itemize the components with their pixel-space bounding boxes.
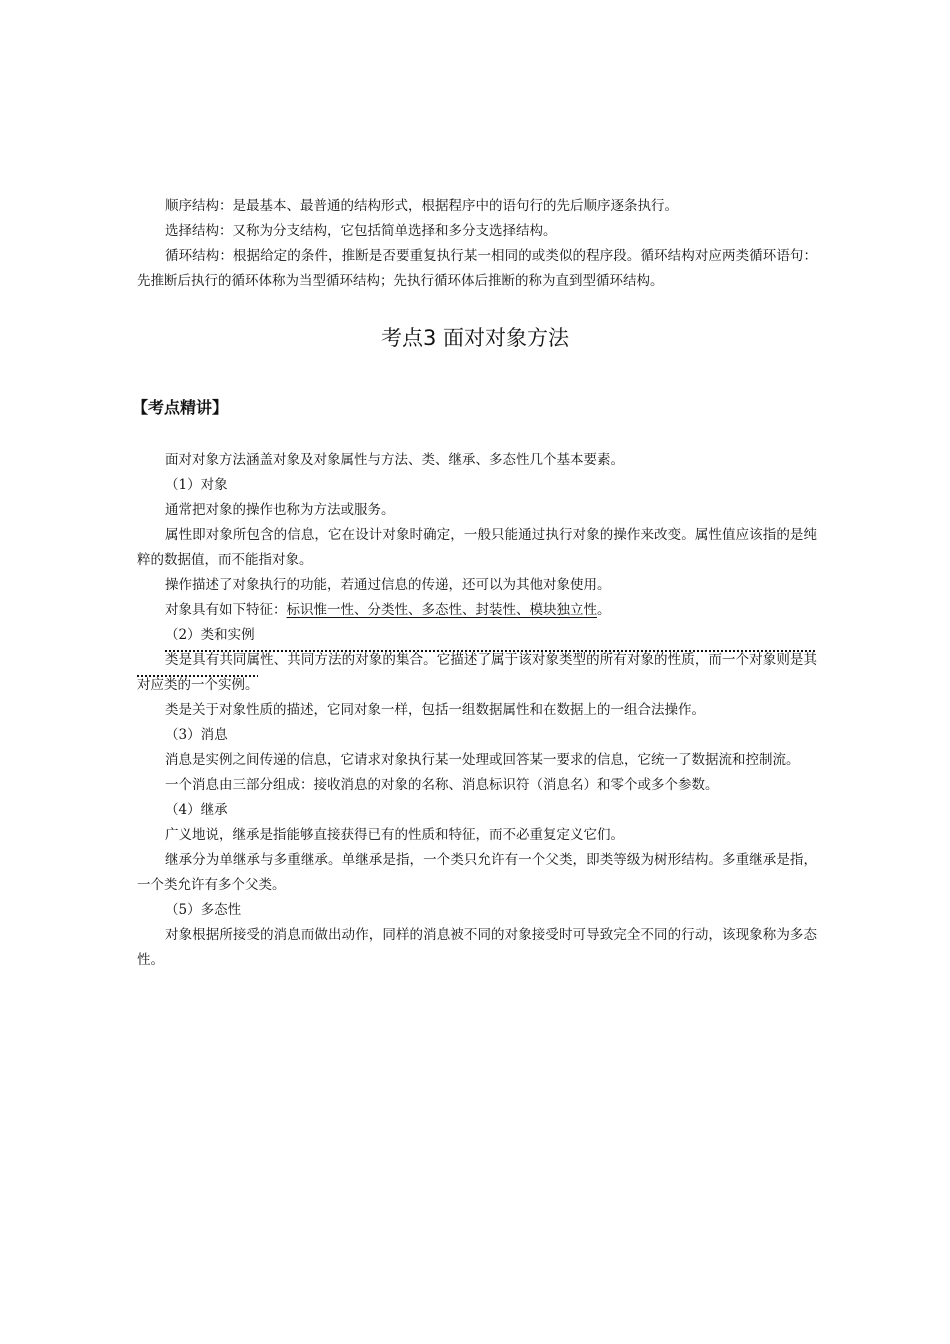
key-points-label: 【考点精讲】 xyxy=(132,398,229,417)
attribute-paragraph: 属性即对象所包含的信息，它在设计对象时确定，一般只能通过执行对象的操作来改变。属性值应该指的是纯粹的数据值，而不能指对象。 xyxy=(137,527,817,568)
sequence-structure-paragraph: 顺序结构：是最基本、最普通的结构形式，根据程序中的语句行的先后顺序逐条执行。 xyxy=(165,198,678,214)
features-prefix: 对象具有如下特征： xyxy=(165,602,287,618)
intro-section xyxy=(137,194,817,294)
loop-structure-paragraph: 循环结构：根据给定的条件，推断是否要重复执行某一相同的或类似的程序段。循环结构对应两类循环语句：先推断后执行的循环体称为当型循环结构；先执行循环体后推断的称为直到型循环结构。 xyxy=(137,248,817,289)
subheading-polymorphism: （5）多态性 xyxy=(165,902,242,918)
subheading-class-instance: （2）类和实例 xyxy=(165,627,255,643)
features-list: 标识惟一性、分类性、多态性、封装性、模块独立性 xyxy=(286,602,597,618)
class-definition-paragraph xyxy=(137,648,817,698)
method-paragraph: 通常把对象的操作也称为方法或服务。 xyxy=(165,502,395,518)
polymorphism-paragraph: 对象根据所接受的消息而做出动作，同样的消息被不同的对象接受时可导致完全不同的行动，该现象称为多态性。 xyxy=(137,927,817,968)
main-content xyxy=(137,448,817,973)
class-definition-emphasis: 类是具有共同属性、共同方法的对象的集合。它描述了属于该对象类型的所有对象的性质，而一个对象则是其对应类的一个实例。 xyxy=(137,652,817,693)
message-definition-paragraph: 消息是实例之间传递的信息，它请求对象执行某一处理或回答某一要求的信息，它统一了数据流和控制流。 xyxy=(165,752,800,768)
subheading-message: （3）消息 xyxy=(165,727,228,743)
features-suffix: 。 xyxy=(597,602,611,618)
subheading-object: （1）对象 xyxy=(165,477,228,493)
message-parts-paragraph: 一个消息由三部分组成：接收消息的对象的名称、消息标识符（消息名）和零个或多个参数。 xyxy=(165,777,719,793)
overview-paragraph: 面对对象方法涵盖对象及对象属性与方法、类、继承、多态性几个基本要素。 xyxy=(165,452,624,468)
operation-paragraph: 操作描述了对象执行的功能，若通过信息的传递，还可以为其他对象使用。 xyxy=(165,577,611,593)
inheritance-types-paragraph: 继承分为单继承与多重继承。单继承是指，一个类只允许有一个父类，即类等级为树形结构。多重继承是指，一个类允许有多个父类。 xyxy=(137,852,817,893)
section-heading: 考点3 面对对象方法 xyxy=(380,326,570,350)
inheritance-definition-paragraph: 广义地说，继承是指能够直接获得已有的性质和特征，而不必重复定义它们。 xyxy=(165,827,624,843)
subheading-inheritance: （4）继承 xyxy=(165,802,228,818)
object-features-paragraph xyxy=(137,598,817,623)
selection-structure-paragraph: 选择结构：又称为分支结构，它包括简单选择和多分支选择结构。 xyxy=(165,223,557,239)
class-description-paragraph: 类是关于对象性质的描述，它同对象一样，包括一组数据属性和在数据上的一组合法操作。 xyxy=(165,702,705,718)
